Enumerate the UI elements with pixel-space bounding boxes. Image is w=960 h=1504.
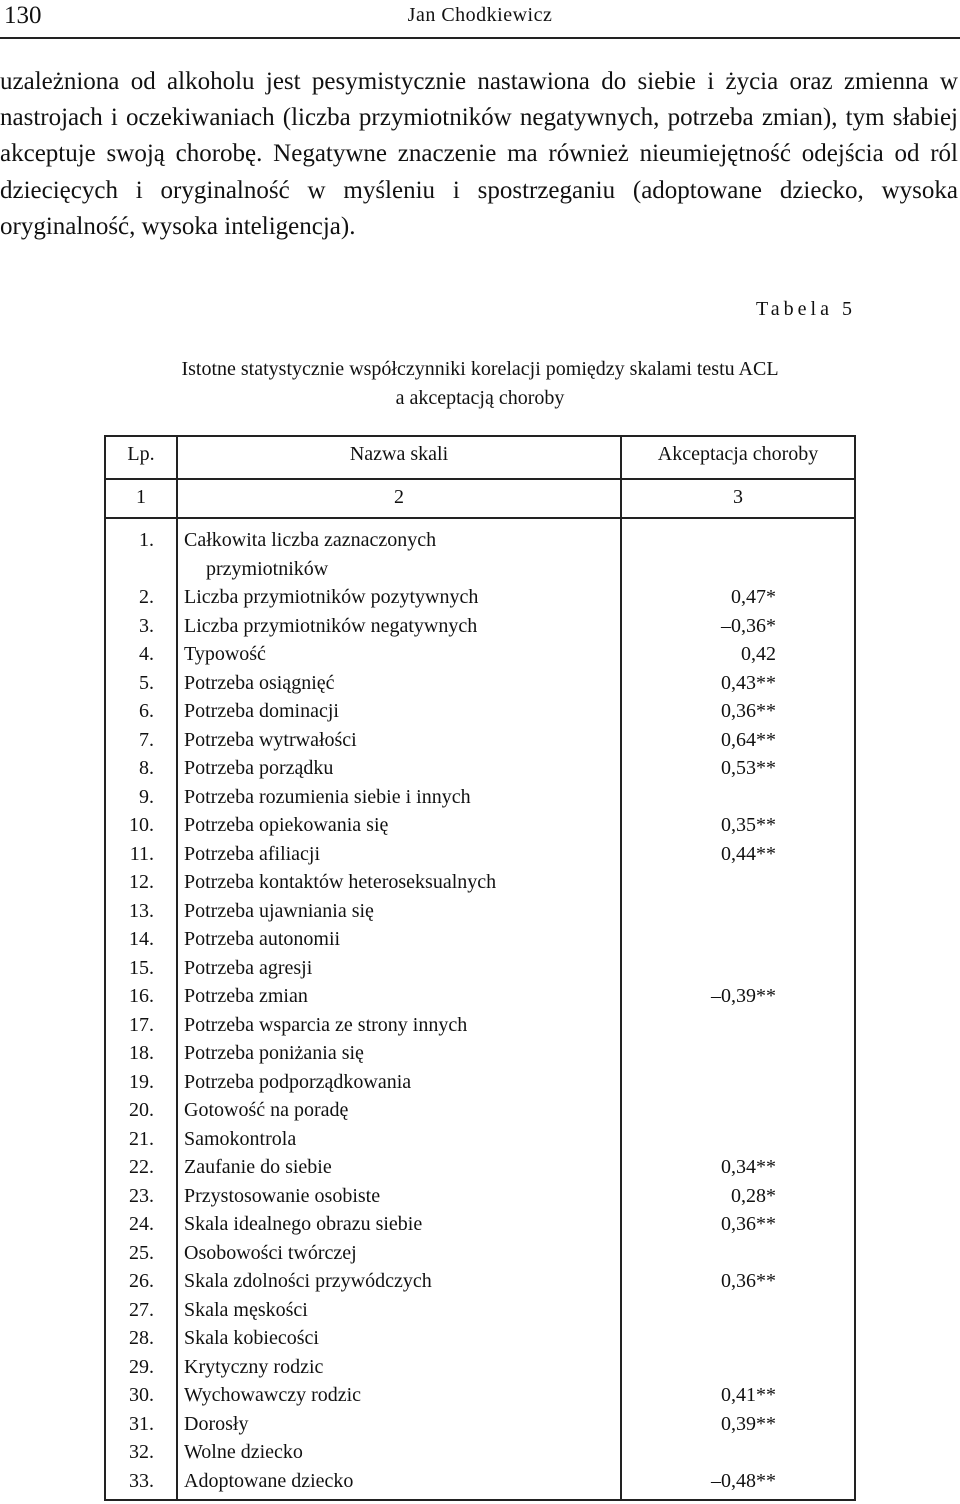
scale-name-continuation: przymiotników [206, 557, 329, 580]
scale-name [184, 1239, 604, 1268]
header-name: Nazwa skali [349, 443, 449, 465]
row-number: 18. [129, 1042, 154, 1064]
scale-name-text: Potrzeba rozumienia siebie i innych [184, 785, 471, 808]
scale-name-text: Potrzeba poniżania się [184, 1042, 364, 1064]
row-number: 10. [129, 814, 154, 836]
table-row [104, 697, 856, 726]
scale-name-text: Przystosowanie osobiste [184, 1184, 381, 1207]
row-number: 2. [139, 586, 154, 608]
row-number: 4. [139, 643, 154, 665]
correlation-value: 0,39** [721, 1412, 776, 1435]
row-number: 31. [129, 1412, 154, 1435]
table-caption [104, 355, 856, 413]
correlation-value: 0,36** [721, 700, 776, 722]
scale-name-text: Adoptowane dziecko [184, 1469, 354, 1492]
scale-name-text: Skala zdolności przywódczych [184, 1270, 432, 1292]
scale-name-text: Potrzeba porządku [184, 757, 334, 779]
table-row [104, 1125, 856, 1154]
scale-name-text: Liczba przymiotników pozytywnych [184, 586, 479, 608]
table-row [104, 1381, 856, 1410]
row-number: 32. [129, 1441, 154, 1463]
table-row [104, 669, 856, 698]
page-number: 130 [4, 2, 42, 29]
scale-name-text: Krytyczny rodzic [184, 1355, 324, 1378]
table-row [104, 897, 856, 926]
scale-name [184, 1096, 604, 1125]
scale-name [184, 754, 604, 783]
scale-name-text: Osobowości twórczej [184, 1241, 357, 1264]
scale-name-text: Potrzeba afiliacji [184, 842, 321, 865]
scale-name [184, 1068, 604, 1097]
table-row [104, 1210, 856, 1239]
row-number: 14. [129, 928, 154, 950]
scale-name [184, 697, 604, 726]
correlation-value: 0,34** [721, 1156, 776, 1178]
scale-name [184, 1039, 604, 1068]
table-label: Tabela 5 [755, 298, 856, 320]
row-number: 23. [129, 1184, 154, 1207]
correlation-value: 0,35** [721, 814, 776, 836]
table-row [104, 868, 856, 897]
header-acceptance: Akceptacja choroby [657, 443, 819, 465]
scale-name-text: Całkowita liczba zaznaczonych [184, 529, 437, 551]
scale-name [184, 954, 604, 983]
table-row [104, 1467, 856, 1496]
scale-name [184, 982, 604, 1011]
scale-name-text: Potrzeba ujawniania się [184, 899, 374, 922]
correlation-value: –0,39** [711, 985, 776, 1007]
scale-name [184, 811, 604, 840]
row-number: 12. [129, 871, 154, 893]
row-number: 6. [139, 700, 154, 722]
row-number: 29. [129, 1355, 154, 1378]
correlation-value: 0,41** [721, 1384, 776, 1406]
row-number: 13. [129, 899, 154, 922]
row-number: 15. [129, 956, 154, 979]
scale-name [184, 583, 604, 612]
running-head: Jan Chodkiewicz [407, 4, 553, 26]
row-number: 16. [129, 985, 154, 1007]
scale-name [184, 1125, 604, 1154]
scale-name-text: Skala kobiecości [184, 1327, 319, 1349]
scale-name [184, 1410, 604, 1439]
scale-name [184, 1267, 604, 1296]
scale-name-text: Potrzeba dominacji [184, 700, 339, 722]
table-row [104, 1353, 856, 1382]
scale-name-text: Potrzeba zmian [184, 985, 308, 1007]
table-row [104, 612, 856, 641]
table-row [104, 1153, 856, 1182]
row-number: 24. [129, 1213, 154, 1235]
table-row [104, 640, 856, 669]
table-caption-line2: a akceptacją choroby [395, 387, 565, 409]
table-row [104, 925, 856, 954]
scale-name-text: Potrzeba autonomii [184, 928, 341, 950]
scale-name-text: Skala męskości [184, 1298, 308, 1321]
table-row [104, 783, 856, 812]
header-colnum-3: 3 [733, 486, 743, 508]
row-number: 26. [129, 1270, 154, 1292]
table-row [104, 811, 856, 840]
table-row [104, 583, 856, 612]
table-row [104, 1267, 856, 1296]
scale-name [184, 1296, 604, 1325]
table-row [104, 1296, 856, 1325]
scale-name [184, 1381, 604, 1410]
scale-name [184, 1182, 604, 1211]
scale-name [184, 1353, 604, 1382]
correlation-value: –0,36* [721, 614, 776, 637]
table-row [104, 1096, 856, 1125]
correlation-value: 0,36** [721, 1270, 776, 1292]
scale-name-text: Wolne dziecko [184, 1441, 303, 1463]
scale-name-text: Potrzeba opiekowania się [184, 814, 389, 836]
table-row [104, 1438, 856, 1467]
scale-name [184, 1210, 604, 1239]
table-row [104, 726, 856, 755]
row-number: 7. [139, 728, 154, 751]
table-row [104, 954, 856, 983]
correlation-value: 0,42 [741, 643, 776, 665]
table-row [104, 526, 856, 583]
row-number: 25. [129, 1241, 154, 1264]
row-number: 20. [129, 1099, 154, 1121]
scale-name [184, 526, 604, 583]
scale-name-text: Dorosły [184, 1412, 249, 1435]
scale-name-text: Gotowość na poradę [184, 1099, 349, 1121]
row-number: 11. [129, 842, 154, 865]
row-number: 19. [129, 1070, 154, 1093]
scale-name [184, 669, 604, 698]
correlation-value: 0,53** [721, 757, 776, 779]
table-row [104, 1182, 856, 1211]
scale-name-text: Potrzeba agresji [184, 956, 313, 979]
body-paragraph: uzależniona od alkoholu jest pesymistycznie nastawiona do siebie i życia oraz zmienna w nastrojach i oczekiwaniach (liczba przymiotników negatywnych, potrzeba zmian), tym słabiej akceptuje swoją chorobę. Negatywne znaczenie ma również nieumiejętność odejścia od ról dziecięcych i oryginalność w myśleniu i spostrzeganiu (adoptowane dziecko, wysoka oryginalność, wysoka inteligencja). [0, 68, 958, 240]
row-number: 1. [139, 529, 154, 551]
row-number: 30. [129, 1384, 154, 1406]
table-row [104, 1068, 856, 1097]
scale-name-text: Typowość [184, 643, 266, 665]
scale-name [184, 840, 604, 869]
row-number: 27. [129, 1298, 154, 1321]
header-lp: Lp. [127, 443, 155, 465]
scale-name-text: Skala idealnego obrazu siebie [184, 1213, 423, 1235]
table-header [104, 435, 856, 519]
scale-name-text: Samokontrola [184, 1127, 297, 1150]
scale-name [184, 640, 604, 669]
correlation-value: 0,47* [731, 586, 776, 608]
scale-name [184, 726, 604, 755]
scale-name-text: Wychowawczy rodzic [184, 1384, 362, 1406]
scale-name-text: Potrzeba podporządkowania [184, 1070, 412, 1093]
row-number: 3. [139, 614, 154, 637]
correlation-value: –0,48** [711, 1469, 776, 1492]
row-number: 17. [129, 1013, 154, 1036]
table-row [104, 1011, 856, 1040]
table-row [104, 1324, 856, 1353]
header-colnum-1: 1 [136, 486, 146, 508]
scale-name-text: Potrzeba wytrwałości [184, 728, 357, 751]
row-number: 9. [139, 785, 154, 808]
correlation-value: 0,36** [721, 1213, 776, 1235]
scale-name-text: Potrzeba osiągnięć [184, 671, 335, 694]
correlation-value: 0,43** [721, 671, 776, 694]
scale-name [184, 1153, 604, 1182]
row-number: 22. [129, 1156, 154, 1178]
scale-name [184, 925, 604, 954]
header-divider [106, 478, 854, 480]
row-number: 8. [139, 757, 154, 779]
header-rule [0, 37, 960, 39]
table-rows [104, 526, 856, 1495]
correlation-value: 0,44** [721, 842, 776, 865]
scale-name-text: Liczba przymiotników negatywnych [184, 614, 478, 637]
scale-name-text: Zaufanie do siebie [184, 1156, 332, 1178]
table-row [104, 754, 856, 783]
scale-name [184, 868, 604, 897]
scale-name [184, 1011, 604, 1040]
row-number: 21. [129, 1127, 154, 1150]
row-number: 5. [139, 671, 154, 694]
scale-name [184, 783, 604, 812]
scale-name [184, 1467, 604, 1496]
scale-name [184, 612, 604, 641]
row-number: 33. [129, 1469, 154, 1492]
header-colnum-2: 2 [394, 486, 404, 508]
table-row [104, 1039, 856, 1068]
scale-name-text: Potrzeba kontaktów heteroseksualnych [184, 871, 497, 893]
row-number: 28. [129, 1327, 154, 1349]
table-caption-line1: Istotne statystycznie współczynniki korelacji pomiędzy skalami testu ACL [181, 358, 779, 380]
scale-name-text: Potrzeba wsparcia ze strony innych [184, 1013, 468, 1036]
correlation-value: 0,64** [721, 728, 776, 751]
correlation-value: 0,28* [731, 1184, 776, 1207]
scale-name [184, 1324, 604, 1353]
table-row [104, 1410, 856, 1439]
table-row [104, 840, 856, 869]
scale-name [184, 1438, 604, 1467]
table-row [104, 1239, 856, 1268]
scale-name [184, 897, 604, 926]
table-row [104, 982, 856, 1011]
